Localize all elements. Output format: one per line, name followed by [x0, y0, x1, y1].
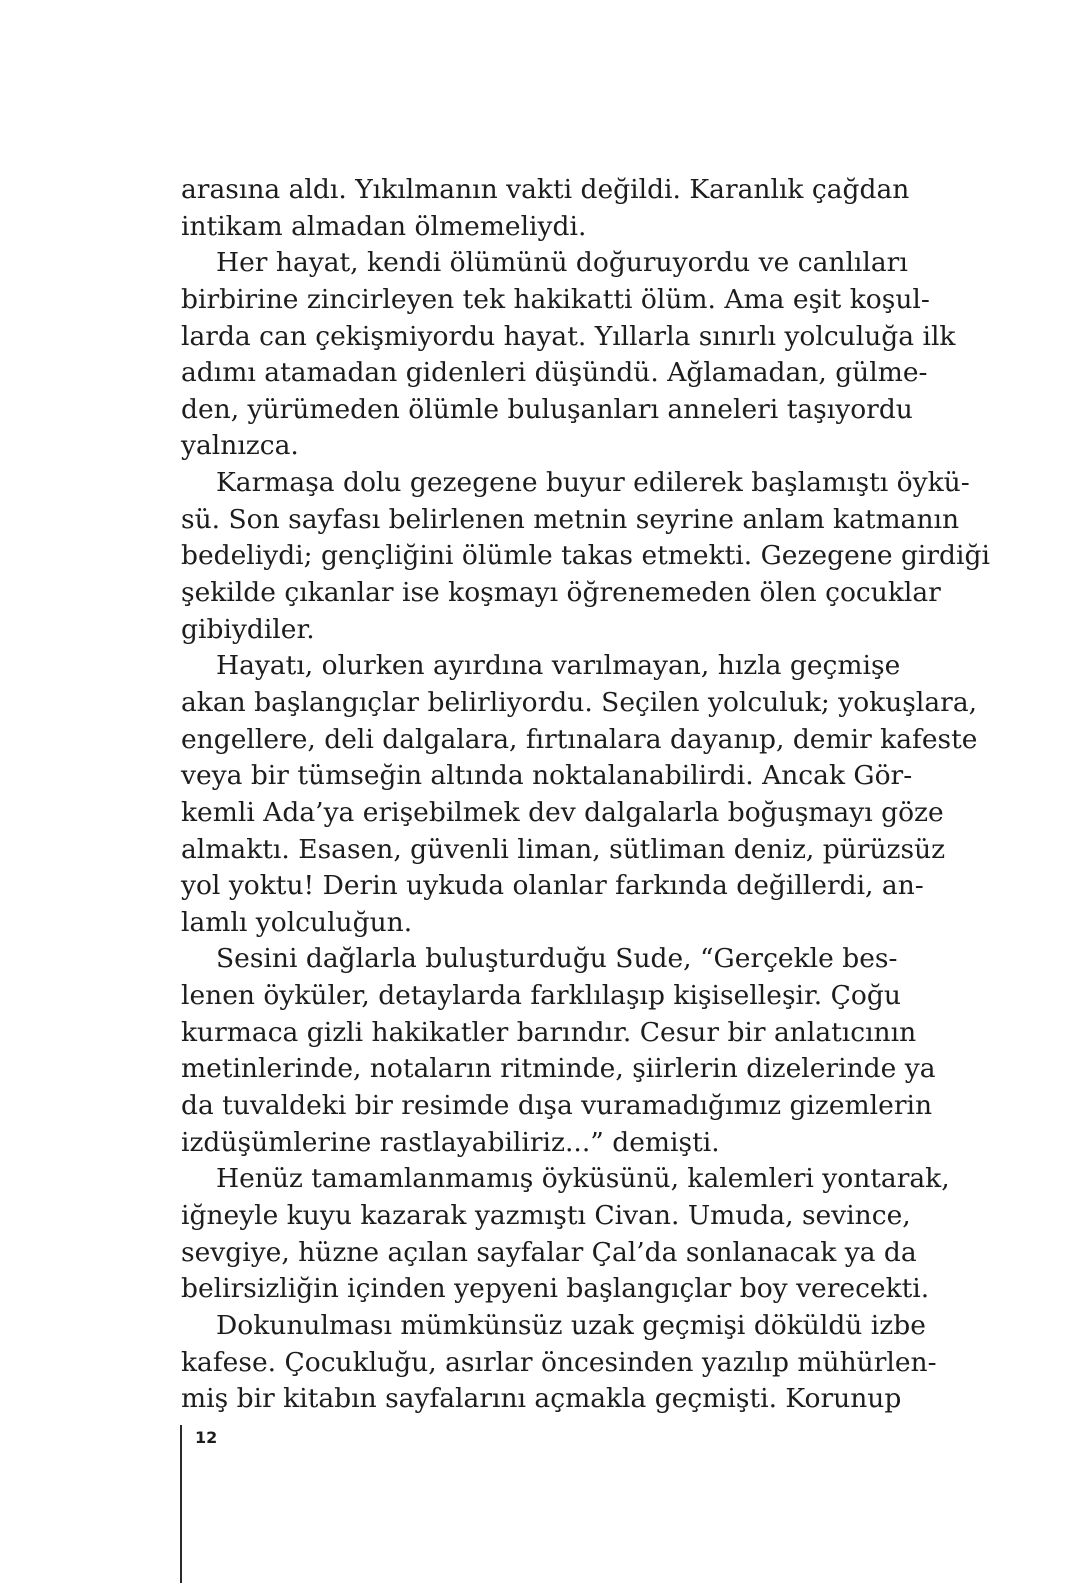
- text-line: almaktı. Esasen, güvenli liman, sütliman deniz, pürüzsüz: [181, 833, 946, 865]
- text-line: gibiydiler.: [181, 613, 315, 645]
- text-line: Hayatı, olurken ayırdına varılmayan, hızla geçmişe: [216, 650, 901, 682]
- text-line: Dokunulması mümkünsüz uzak geçmişi döküldü izbe: [216, 1309, 926, 1341]
- text-line: kemli Ada’ya erişebilmek dev dalgalarla boğuşmayı göze: [181, 796, 944, 828]
- text-line: Her hayat, kendi ölümünü doğuruyordu ve canlıları: [216, 247, 908, 279]
- text-line: metinlerinde, notaların ritminde, şiirlerin dizelerinde ya: [181, 1053, 936, 1085]
- text-line: kurmaca gizli hakikatler barındır. Cesur bir anlatıcının: [181, 1016, 917, 1048]
- text-line: larda can çekişmiyordu hayat. Yıllarla sınırlı yolculuğa ilk: [181, 320, 956, 352]
- text-line: den, yürümeden ölümle buluşanları anneleri taşıyordu: [181, 393, 913, 425]
- page-number: 12: [195, 1428, 218, 1447]
- text-line: veya bir tümseğin altında noktalanabilirdi. Ancak Gör-: [181, 760, 913, 792]
- text-line: kafese. Çocukluğu, asırlar öncesinden yazılıp mühürlen-: [181, 1346, 937, 1378]
- text-line: adımı atamadan gidenleri düşündü. Ağlamadan, gülme-: [181, 357, 928, 389]
- text-line: akan başlangıçlar belirliyordu. Seçilen yolculuk; yokuşlara,: [181, 686, 978, 718]
- text-line: birbirine zincirleyen tek hakikatti ölüm. Ama eşit koşul-: [181, 283, 930, 315]
- text-line: Henüz tamamlanmamış öyküsünü, kalemleri yontarak,: [216, 1163, 950, 1195]
- text-line: belirsizliğin içinden yepyeni başlangıçlar boy verecekti.: [181, 1273, 930, 1305]
- text-line: arasına aldı. Yıkılmanın vakti değildi. Karanlık çağdan: [181, 174, 910, 205]
- text-line: engellere, deli dalgalara, fırtınalara dayanıp, demir kafeste: [181, 723, 978, 755]
- text-line: lamlı yolculuğun.: [181, 906, 413, 938]
- text-line: bedeliydi; gençliğini ölümle takas etmekti. Gezegene girdiği: [181, 540, 990, 572]
- text-line: sevgiye, hüzne açılan sayfalar Çal’da sonlanacak ya da: [181, 1236, 917, 1268]
- text-line: Karmaşa dolu gezegene buyur edilerek başlamıştı öykü-: [216, 467, 970, 499]
- text-line: şekilde çıkanlar ise koşmayı öğrenemeden ölen çocuklar: [181, 577, 941, 609]
- text-line: intikam almadan ölmemeliydi.: [181, 210, 587, 242]
- text-line: miş bir kitabın sayfalarını açmakla geçmişti. Korunup: [181, 1383, 902, 1415]
- text-line: iğneyle kuyu kazarak yazmıştı Civan. Umuda, sevince,: [181, 1199, 911, 1231]
- text-line: yol yoktu! Derin uykuda olanlar farkında değillerdi, an-: [181, 870, 924, 902]
- text-line: lenen öyküler, detaylarda farklılaşıp kişiselleşir. Çoğu: [181, 980, 901, 1012]
- text-line: sü. Son sayfası belirlenen metnin seyrine anlam katmanın: [181, 503, 960, 535]
- page-margin-rule: [180, 1425, 182, 1583]
- text-line: yalnızca.: [181, 430, 299, 462]
- body-text: [181, 172, 990, 1418]
- text-line: izdüşümlerine rastlayabiliriz...” demişti.: [181, 1126, 720, 1158]
- text-line: da tuvaldeki bir resimde dışa vuramadığımız gizemlerin: [181, 1090, 933, 1122]
- text-line: Sesini dağlarla buluşturduğu Sude, “Gerçekle bes-: [216, 943, 898, 975]
